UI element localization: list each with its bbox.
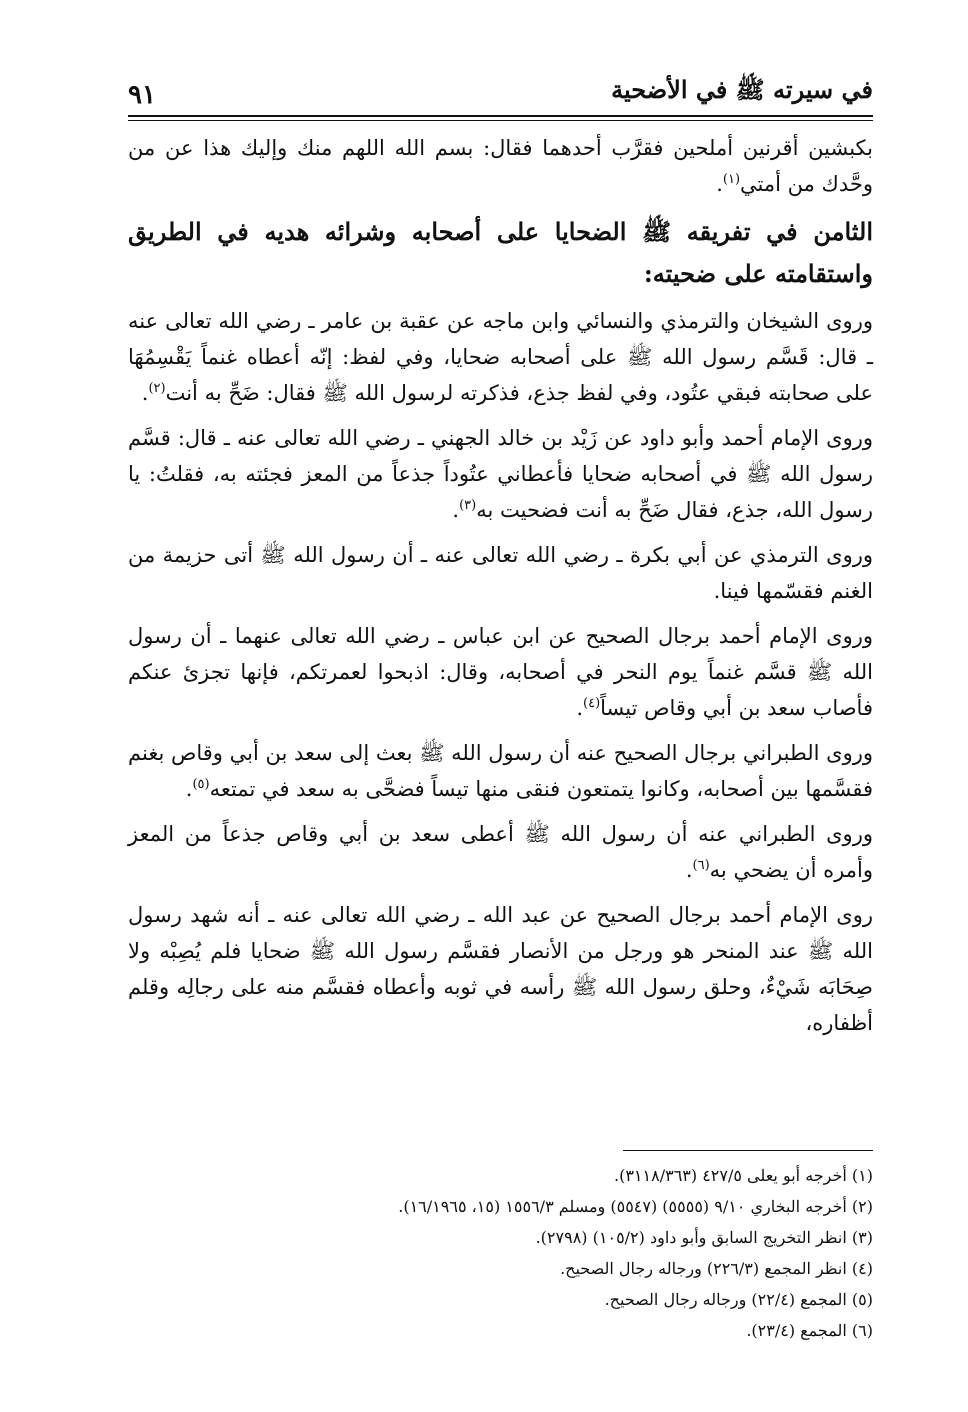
- footnote: (٢) أخرجه البخاري ٩/١٠ (٥٥٥٥) (٥٥٤٧) ومسلم ١٥٥٦/٣ (١٥، ١٦/١٩٦٥).: [398, 1197, 873, 1216]
- paragraph: [128, 735, 873, 807]
- paragraph: [128, 130, 873, 202]
- paragraph-end: .: [685, 858, 693, 882]
- paragraph-text: وروى الشيخان والترمذي والنسائي وابن ماجه عن عقبة بن عامر ـ رضي الله تعالى عنه ـ قال: قَسَّم رسول الله ﷺ على أصحابه ضحايا، وفي لفظ: إنّه أعطاه غنماً يَقْسِمُهَا على صحابته فبقي عتُود، وفي لفظ جذع، فذكرته لرسول الله ﷺ فقال: ضَحِّ به أنت: [128, 309, 873, 405]
- footnote: (٦) المجمع (٢٣/٤).: [746, 1321, 873, 1340]
- paragraph: [128, 420, 873, 528]
- footnote-ref: (١): [722, 172, 741, 187]
- paragraph: [128, 618, 873, 726]
- paragraph-text: وروى الطبراني برجال الصحيح عنه أن رسول الله ﷺ بعث إلى سعد بن أبي وقاص بغنم فقسَّمها بين أصحابه، وكانوا يتمتعون فنقى منها تيساً فضحَّى به سعد في تمتعه: [128, 741, 873, 801]
- paragraph-end: .: [141, 381, 149, 405]
- paragraph-text: وروى الإمام أحمد برجال الصحيح عن ابن عباس ـ رضي الله تعالى عنهما ـ أن رسول الله ﷺ قسَّم غنماً يوم النحر في أصحابه، وقال: اذبحوا لعمرتكم، فإنها تجزئ عنكم فأصاب سعد بن أبي وقاص تيساً: [128, 624, 873, 720]
- paragraph: وروى الترمذي عن أبي بكرة ـ رضي الله تعالى عنه ـ أن رسول الله ﷺ أتى حزيمة من الغنم فقسّمها فينا.: [128, 543, 873, 603]
- page-number: ٩١: [128, 80, 156, 110]
- paragraph-end: .: [185, 777, 193, 801]
- footnote: (٤) انظر المجمع (٢٢٦/٣) ورجاله رجال الصحيح.: [560, 1259, 873, 1278]
- paragraph-text: وروى الطبراني عنه أن رسول الله ﷺ أعطى سعد بن أبي وقاص جذعاً من المعز وأمره أن يضحي به: [128, 822, 873, 882]
- paragraph: [128, 816, 873, 888]
- running-head: [128, 70, 873, 110]
- paragraph: روى الإمام أحمد برجال الصحيح عن عبد الله ـ رضي الله تعالى عنه ـ أنه شهد رسول الله ﷺ عند المنحر هو ورجل من الأنصار فقسَّم رسول الله ﷺ ضحايا فلم يُصِبْه ولا صِحَابَه شَيْءٌ، وحلق رسول الله ﷺ رأسه في ثوبه وأعطاه فقسَّم منه على رجالِه وقلم أظفاره،: [128, 903, 873, 1035]
- footnotes: [128, 1160, 873, 1346]
- footnote-ref: (٤): [583, 696, 601, 711]
- main-text: [128, 130, 873, 1050]
- footnote: (٥) المجمع (٢٢/٤) ورجاله رجال الصحيح.: [604, 1290, 873, 1309]
- footnote-ref: (٣): [459, 498, 477, 513]
- paragraph-end: .: [452, 498, 460, 522]
- paragraph-end: .: [576, 696, 583, 720]
- footnote-ref: (٦): [692, 858, 710, 873]
- paragraph-text: بكبشين أقرنين أملحين فقرَّب أحدهما فقال: بسم الله اللهم منك وإليك هذا عن من وحَّدك من أمتي: [128, 136, 873, 196]
- footnote-ref: (٢): [148, 381, 166, 396]
- footnote: (١) أخرجه أبو يعلى ٤٢٧/٥ (٣١١٨/٣٦٣).: [614, 1166, 873, 1185]
- footnote-ref: (٥): [192, 777, 210, 792]
- paragraph-text: وروى الإمام أحمد وأبو داود عن زَيْد بن خالد الجهني ـ رضي الله تعالى عنه ـ قال: قسَّم رسول الله ﷺ في أصحابه ضحايا فأعطاني عتُوداً جذعاً من المعز فجئته به، فقلتُ: يا رسول الله، جذع، فقال ضَحِّ به أنت فضحيت به: [128, 426, 873, 522]
- footnote-rule: [623, 1150, 873, 1151]
- header-rule: [128, 115, 873, 121]
- paragraph-end: .: [716, 172, 723, 196]
- section-heading: الثامن في تفريقه ﷺ الضحايا على أصحابه وشرائه هديه في الطريق واستقامته على ضحيته:: [128, 217, 873, 288]
- paragraph: [128, 303, 873, 411]
- footnote: (٣) انظر التخريج السابق وأبو داود (١٠٥/٢) (٢٧٩٨).: [535, 1228, 873, 1247]
- running-head-title: في سيرته ﷺ في الأضحية: [611, 75, 873, 104]
